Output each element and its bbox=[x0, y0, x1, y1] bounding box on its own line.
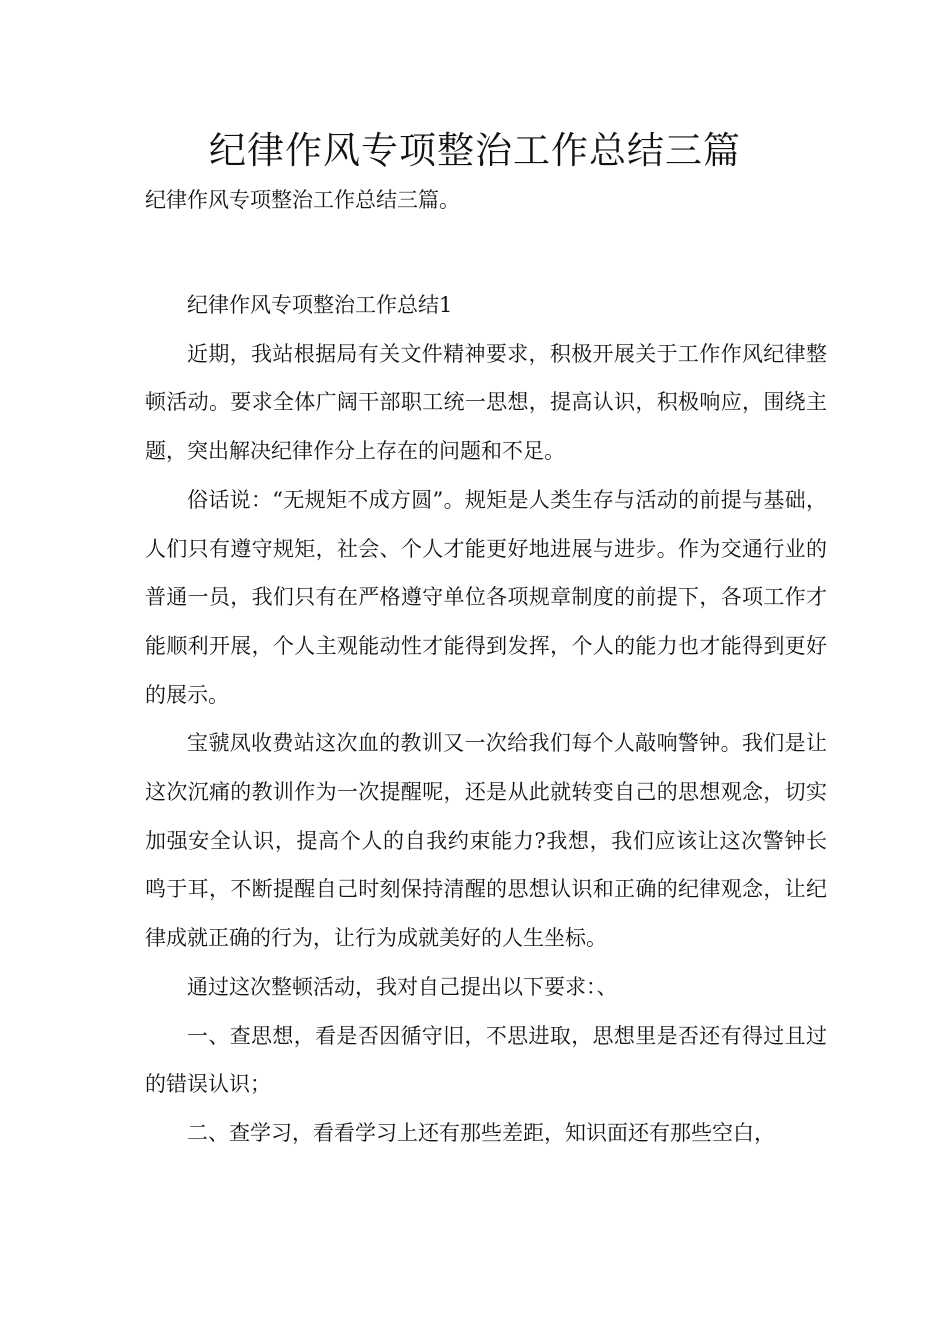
paragraph: 二、查学习，看看学习上还有那些差距，知识面还有那些空白， bbox=[187, 1120, 775, 1145]
document-title: 纪律作风专项整治工作总结三篇 bbox=[209, 129, 741, 172]
paragraph: 俗话说：“无规矩不成方圆”。规矩是人类生存与活动的前提与基础，人们只有遵守规矩，社会、个人才能更好地进展与进步。作为交通行业的普通一员，我们只有在严格遵守单位各项规章制度的前提下，各项工作才能顺利开展，个人主观能动性才能得到发挥，个人的能力也才能得到更好的展示。 bbox=[145, 487, 827, 707]
paragraph: 一、查思想，看是否因循守旧，不思进取，思想里是否还有得过且过的错误认识； bbox=[145, 1023, 827, 1097]
paragraph: 近期，我站根据局有关文件精神要求，积极开展关于工作作风纪律整顿活动。要求全体广阔干部职工统一思想，提高认识，积极响应，围绕主题，突出解决纪律作分上存在的问题和不足。 bbox=[145, 341, 827, 464]
document-body bbox=[145, 281, 827, 1158]
paragraph: 宝虢凤收费站这次血的教训又一次给我们每个人敲响警钟。我们是让这次沉痛的教训作为一次提醒呢，还是从此就转变自己的思想观念，切实加强安全认识，提高个人的自我约束能力?我想，我们应该让这次警钟长鸣于耳，不断提醒自己时刻保持清醒的思想认识和正确的纪律观念，让纪律成就正确的行为，让行为成就美好的人生坐标。 bbox=[145, 731, 827, 951]
paragraph: 通过这次整顿活动，我对自己提出以下要求：、 bbox=[187, 974, 618, 999]
document-subtitle: 纪律作风专项整治工作总结三篇。 bbox=[145, 188, 460, 212]
section-heading: 纪律作风专项整治工作总结1 bbox=[187, 293, 453, 317]
